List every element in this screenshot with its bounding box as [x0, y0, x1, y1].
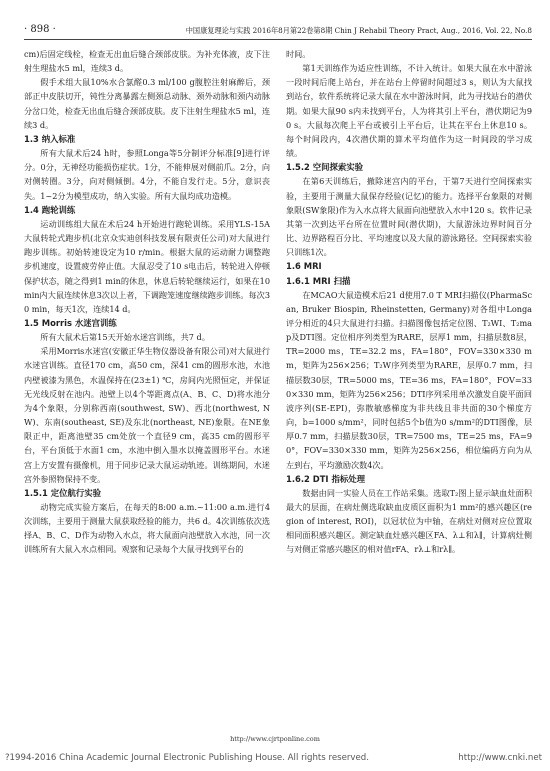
paragraph: 所有大鼠术后24 h时，参照Longa等5分制评分标准[9]进行评分。0分，无神经功能损伤症状。1分，不能伸展对侧前爪。2分，向对侧转圈。3分，向对侧倾倒。4分，不能自发行走。5分，意识丧失。1~2分为模型成功，纳入实验。所有大鼠均成功造模。 — [24, 148, 270, 201]
copyright-bar — [5, 753, 542, 763]
paragraph: 采用Morris水迷宫(安徽正华生物仪器设备有限公司)对大鼠进行水迷宫训练。直径170 cm，高50 cm，深41 cm的圆形水池，水池内壁被漆为黑色，水温保持在(23±1) ℃，房间内光照恒定，并保证无光线反射在池内。池壁上以4个等距离点(A、B、C、D)将水池分为4个象限，分别称西南(southwest, SW)、西北(northwest, NW)、东南(southeast, SE)及东北(northeast, NE)象限。在NE象限正中，距离池壁35 cm处放一个直径9 cm，高35 cm的圆形平台，平台顶低于水面1 cm，水池中倒入墨水以掩盖圆形平台。水迷宫上方安置有摄像机，用于同步记录大鼠运动轨迹。训练期间，水迷宫外参照物保持不变。 — [24, 346, 270, 484]
section-heading: 1.6 MRI — [286, 261, 322, 272]
paragraph: 动物完成实验方案后，在每天的8:00 a.m.~11:00 a.m.进行4次训练，主要用于测量大鼠获取经验的能力，共6 d。4次训练依次选择A、B、C、D作为动物入水点，将大鼠面向池壁放入水池，同一次训练所有大鼠入水点相同。观察和记录每个大鼠寻找到平台的 — [24, 502, 270, 555]
section-heading: 1.3 纳入标准 — [24, 133, 76, 144]
section-heading: 1.4 跑轮训练 — [24, 204, 76, 215]
page-number: · 898 · — [24, 24, 56, 35]
subsection-heading: 1.6.2 DTI 指标处理 — [286, 473, 365, 484]
paragraph: 运动训练组大鼠在术后24 h开始进行跑轮训练。采用YLS-15A大鼠转轮式跑步机(北京众实迪创科技发展有限责任公司)对大鼠进行跑步训练。初始转速设定为10 r/min。根据大鼠的运动耐力调整跑步机速度，设置疲劳停止值。大鼠忍受了10 s电击后，转轮进入停顿保护状态，随之得到1 min的休息，休息后转轮继续运行，如果在10 min内大鼠连续休息3次以上者，下调跑笼速度继续跑步训练。每次30 min，每天1次，连续14 d。 — [24, 218, 270, 314]
copyright-text: ?1994-2016 China Academic Journal Electronic Publishing House. All rights reserved. — [5, 753, 369, 763]
subsection-heading: 1.5.2 空间探索实验 — [286, 162, 364, 173]
section-heading: 1.5 Morris 水迷宫训练 — [24, 317, 117, 328]
paragraph: cm)后固定线栓，检查无出血后缝合颈部皮肤。为补充体液，皮下注射生理盐水5 ml，连续3 d。 — [24, 49, 270, 74]
journal-title: 中国康复理论与实践 2016年8月第22卷第8期 Chin J Rehabil Theory Pract, Aug., 2016, Vol. 22, No.8 — [185, 26, 532, 35]
page-header — [24, 16, 532, 38]
paragraph: 第1天训练作为适应性训练，不计入统计。如果大鼠在水中游泳一段时间后爬上站台，并在站台上停留时间超过3 s，则认为大鼠找到站台，软件系统将记录大鼠在水中游泳时间，此为寻找站台的潜伏期。如果大鼠90 s内未找到平台，人为将其引上平台，潜伏期记为90 s。大鼠每次爬上平台或被引上平台后，让其在平台上休息10 s。每个时间段内，4次潜伏期的算术平均值作为这一时间段的学习成绩。 — [286, 63, 532, 159]
paragraph: 时间。 — [286, 49, 311, 59]
left-column — [24, 47, 270, 557]
footer-url: http://www.cjrtponline.com — [230, 735, 320, 743]
paragraph: 数据由同一实验人员在工作站采集。选取T₂图上显示缺血灶面积最大的层面，在病灶侧选取缺血皮质区面积为1 mm²的感兴趣区(region of interest, ROI)，以冠状位为中轴，在病灶对侧对应位置取相同面积感兴趣区。测定缺血灶感兴趣区FA、λ⊥和λ∥，计算病灶侧与对侧正常感兴趣区的相对值rFA、rλ⊥和rλ∥。 — [286, 487, 532, 555]
subsection-heading: 1.5.1 定位航行实验 — [24, 487, 102, 498]
right-column — [286, 47, 532, 557]
paragraph: 所有大鼠术后第15天开始水迷宫训练，共7 d。 — [40, 332, 210, 343]
header-rule — [24, 39, 532, 40]
subsection-heading: 1.6.1 MRI 扫描 — [286, 275, 351, 286]
paragraph: 假手术组大鼠10%水合氯醛0.3 ml/100 g腹腔注射麻醉后，颈部正中皮肤切开，钝性分离暴露左侧颈总动脉、颈外动脉和颈内动脉分岔口处，检查无出血后缝合颈部皮肤。皮下注射生理盐水5 ml，连续3 d。 — [24, 77, 270, 130]
paragraph: 在MCAO大鼠造模术后21 d使用7.0 T MRI扫描仪(PharmaScan, Bruker Biospin, Rheinstetten, Germany)对各组中Longa评分相近的4只大鼠进行扫描。扫描图像包括定位图、T₂WI、T₂map及DTI图。定位相序列类型为RARE，层厚1 mm，扫描层数8层，TR=2000 ms，TE=32.2 ms，FA=180°，FOV=330×330 mm，矩阵为256×256；T₂W序列类型为RARE，层厚0.7 mm，扫描层数30层，TR=5000 ms，TE=36 ms，FA=180°，FOV=330×330 mm，矩阵为256×256；DTI序列采用单次激发自旋平面回波序列(SE-EPI)，弥散敏感梯度为非共线且非共面的30个梯度方向，b=1000 s/mm²，同时包括5个b值为0 s/mm²的DTI图像，层厚0.7 mm，扫描层数30层，TR=7500 ms，TE=25 ms，FA=90°，FOV=330×330 mm，矩阵为256×256，相位编码方向为从左到右，平均激励次数4次。 — [286, 289, 532, 470]
cnki-link[interactable]: http://www.cnki.net — [458, 753, 542, 763]
paragraph: 在第6天训练后，撤除迷宫内的平台，于第7天进行空间探索实验，主要用于测量大鼠保存经验(记忆)的能力。选择平台象限的对侧象限(SW象限)作为入水点将大鼠面向池壁放入水中120 s。软件记录其第一次到达平台所在位置时间(潜伏期)，大鼠游泳边界时间百分比、边界路程百分比、平均速度以及大鼠的游泳路径。空间探索实验只训练1次。 — [286, 176, 532, 258]
